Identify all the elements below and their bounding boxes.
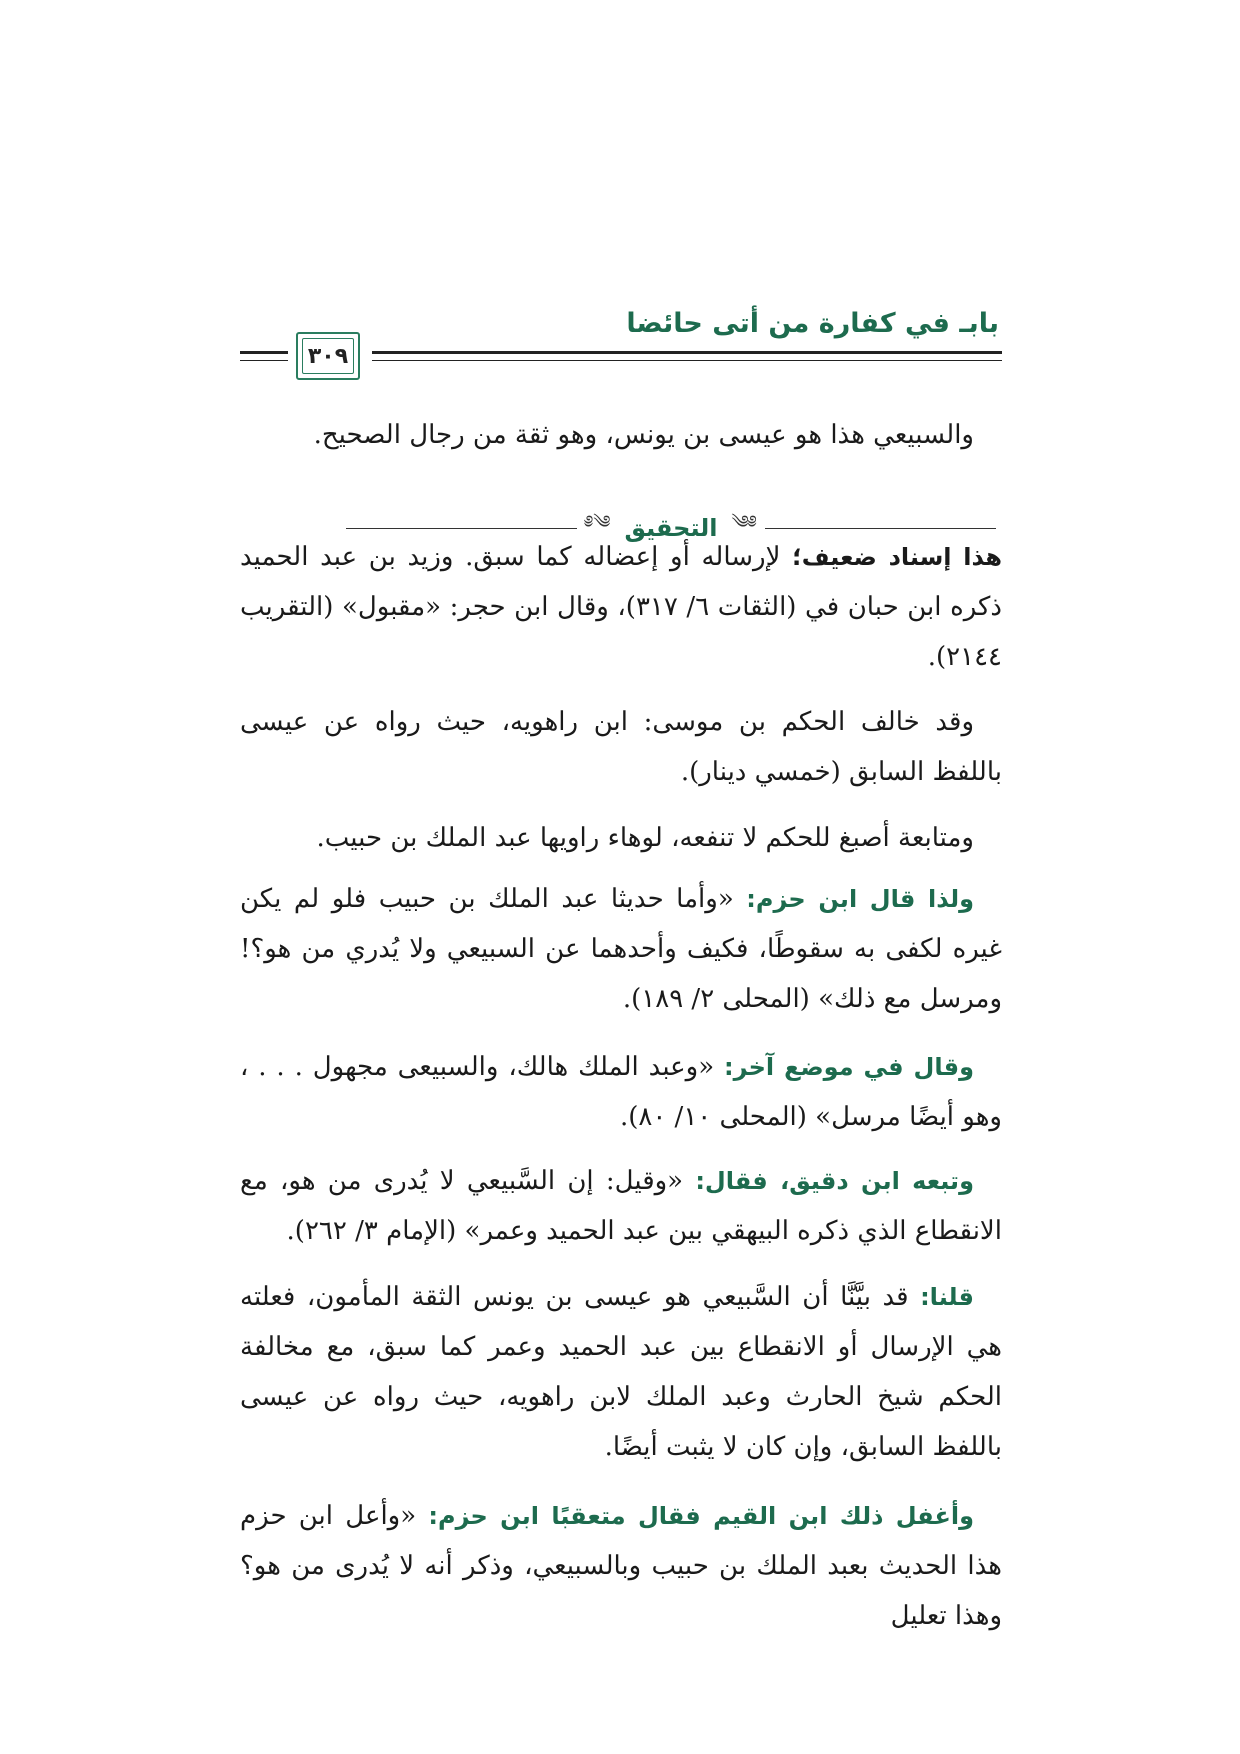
chapter-title: بابـ في كفارة من أتى حائضا — [626, 308, 999, 339]
paragraph-5-text: «وعبد الملك هالك، والسبيعى مجهول . . . ، وهو أيضًا مرسل» (المحلى ١٠/ ٨٠). — [240, 1052, 1002, 1132]
section-title: التحقيق — [624, 514, 718, 542]
paragraph-2-text: وقد خالف الحكم بن موسى: ابن راهويه، حيث رواه عن عيسى باللفظ السابق (خمسي دينار). — [240, 707, 1002, 787]
paragraph-4 — [240, 874, 1002, 1024]
divider-line-left — [346, 528, 577, 529]
header-rule-right — [372, 351, 1002, 354]
intro-paragraph — [240, 410, 1002, 460]
paragraph-7-lead: قلنا: — [920, 1283, 974, 1311]
paragraph-1 — [240, 532, 1002, 682]
paragraph-1-lead: هذا إسناد ضعيف؛ — [792, 543, 1003, 571]
paragraph-4-text: «وأما حديثا عبد الملك بن حبيب فلو لم يكن غيره لكفى به سقوطًا، فكيف وأحدهما عن السبيعي ولا يُدري من هو؟! ومرسل مع ذلك» (المحلى ٢/ ١٨٩). — [240, 884, 1002, 1014]
divider-line-right — [765, 528, 996, 529]
page-number: ٣٠٩ — [307, 343, 349, 369]
paragraph-6 — [240, 1156, 1002, 1256]
paragraph-6-lead: وتبعه ابن دقيق، فقال: — [695, 1167, 974, 1195]
paragraph-7-text: قد بيَّنَّا أن السَّبيعي هو عيسى بن يونس الثقة المأمون، فعلته هي الإرسال أو الانقطاع بين عبد الحميد وعمر كما سبق، مع مخالفة الحكم شيخ الحارث وعبد الملك لابن راهويه، حيث رواه عن عيسى باللفظ السابق، وإن كان لا يثبت أيضًا. — [240, 1282, 1002, 1462]
paragraph-6-text: «وقيل: إن السَّبيعي لا يُدرى من هو، مع الانقطاع الذي ذكره البيهقي بين عبد الحميد وعمر» (الإمام ٣/ ٢٦٢). — [240, 1166, 1002, 1246]
paragraph-8-text: «وأعل ابن حزم هذا الحديث بعبد الملك بن حبيب وبالسبيعي، وذكر أنه لا يُدرى من هو؟ وهذا تعليل — [240, 1501, 1002, 1631]
paragraph-7 — [240, 1272, 1002, 1472]
ornament-left-icon: ༅༄ — [585, 512, 611, 533]
paragraph-5 — [240, 1042, 1002, 1142]
ornament-right-icon: ༄༅ — [731, 512, 757, 533]
paragraph-8 — [240, 1491, 1002, 1641]
paragraph-5-lead: وقال في موضع آخر: — [724, 1053, 974, 1081]
intro-text: والسبيعي هذا هو عيسى بن يونس، وهو ثقة من رجال الصحيح. — [313, 420, 974, 450]
paragraph-4-lead: ولذا قال ابن حزم: — [746, 885, 975, 913]
paragraph-1-text: لإرساله أو إعضاله كما سبق. وزيد بن عبد الحميد ذكره ابن حبان في (الثقات ٦/ ٣١٧)، وقال ابن حجر: «مقبول» (التقريب ٢١٤٤). — [240, 542, 1002, 672]
paragraph-8-lead: وأغفل ذلك ابن القيم فقال متعقبًا ابن حزم: — [428, 1502, 974, 1530]
header-rule-left-thin — [240, 360, 288, 361]
paragraph-2 — [240, 697, 1002, 797]
paragraph-3-text: ومتابعة أصبغ للحكم لا تنفعه، لوهاء راويها عبد الملك بن حبيب. — [316, 823, 974, 853]
page-number-frame — [296, 332, 360, 380]
paragraph-3 — [240, 813, 1002, 863]
header-rule-left — [240, 351, 288, 354]
header-rule-right-thin — [372, 360, 1002, 361]
